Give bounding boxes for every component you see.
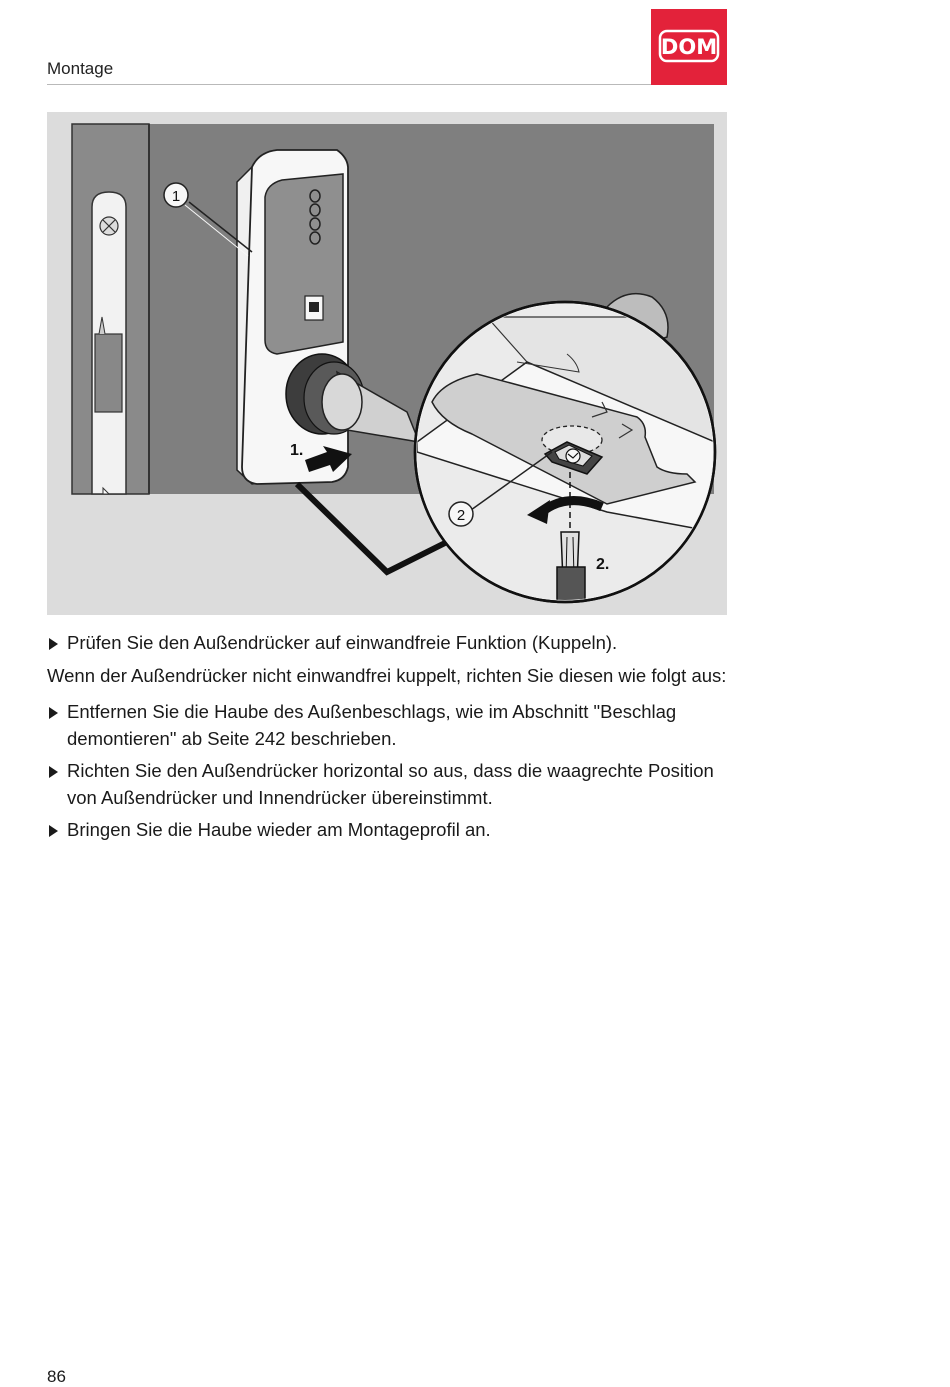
svg-text:DOM: DOM [660, 35, 718, 59]
instruction-text: Richten Sie den Außendrücker horizontal so aus, dass die waagrechte Position von Außendrücker und Innendrücker übereinstimmt. [67, 760, 714, 808]
instruction-text: Entfernen Sie die Haube des Außenbeschlags, wie im Abschnitt "Beschlag demontieren" ab Seite 242 beschrieben. [67, 701, 677, 749]
installation-illustration [47, 112, 727, 615]
callout-2: 2 [456, 507, 466, 524]
dom-logo [651, 9, 727, 85]
section-title: Montage [47, 59, 114, 78]
step-2-label: 2. [596, 556, 610, 573]
paragraph: Wenn der Außendrücker nicht einwandfrei kuppelt, richten Sie diesen wie folgt aus: [47, 664, 727, 686]
list-item [47, 699, 737, 752]
instruction-text: Prüfen Sie den Außendrücker auf einwandfreie Funktion (Kuppeln). [67, 632, 618, 653]
step-1-label: 1. [290, 442, 304, 459]
triangle-bullet-icon [49, 707, 58, 719]
instructions [47, 630, 737, 850]
triangle-bullet-icon [49, 766, 58, 778]
callout-1: 1 [171, 188, 181, 205]
instruction-text: Bringen Sie die Haube wieder am Montageprofil an. [67, 819, 491, 840]
page-number: 86 [47, 1367, 66, 1386]
triangle-bullet-icon [49, 638, 58, 650]
list-item [47, 817, 737, 844]
list-item [47, 758, 737, 811]
header-divider [47, 84, 651, 85]
list-item [47, 630, 737, 657]
triangle-bullet-icon [49, 825, 58, 837]
